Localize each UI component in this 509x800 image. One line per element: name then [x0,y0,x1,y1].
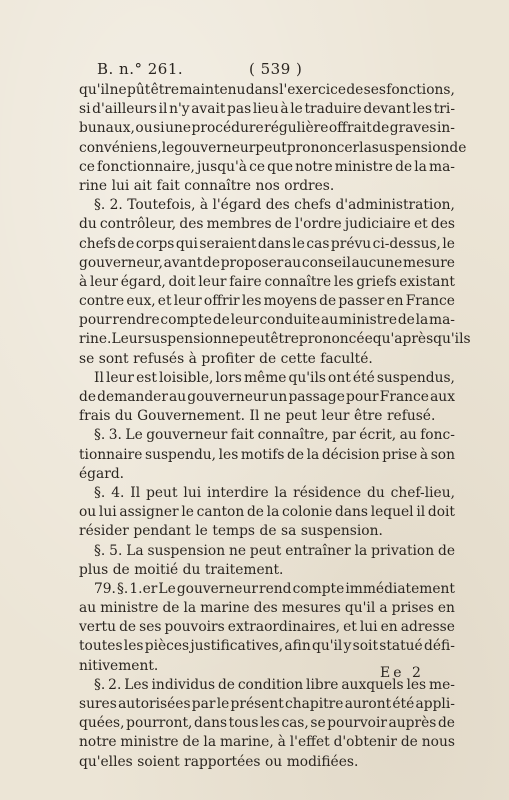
text-line: chefs de corps qui seraient dans le cas prévu ci-dessus, le [79,235,455,252]
text-line: du contrôleur, des membres de l'ordre judiciaire et des [79,216,455,233]
text-line: frais du Gouvernement. Il ne peut leur être refusé. [79,408,436,425]
text-line: §. 4. Il peut lui interdire la résidence du chef-lieu, [94,484,455,501]
text-line: égard. [79,465,125,482]
text-line: Il leur est loisible, lors même qu'ils ont été suspendus, [94,369,455,386]
text-line: rine lui ait fait connaître nos ordres. [79,177,335,194]
text-line: bunaux, ou si une procédure régulière offrait de graves in- [79,120,455,137]
text-line: §. 3. Le gouverneur fait connaître, par écrit, au fonc- [94,427,455,444]
text-line: tionnaire suspendu, les motifs de la décision prise à son [79,446,455,463]
text-line: quées, pourront, dans tous les cas, se pourvoir auprès de [79,715,455,732]
text-line: pour rendre compte de leur conduite au ministre de la ma- [79,312,455,329]
text-line: vertu de ses pouvoirs extraordinaires, et lui en adresse [79,619,455,636]
signature-mark: Ee 2 [380,665,424,681]
text-line: ou lui assigner le canton de la colonie dans lequel il doit [79,504,455,521]
text-line: 79. §. 1.er Le gouverneur rend compte immédiatement [94,580,455,597]
text-line: se sont refusés à profiter de cette faculté. [79,350,373,367]
text-line: §. 5. La suspension ne peut entraîner la privation de [94,542,455,559]
text-line: résider pendant le temps de sa suspension. [79,523,383,540]
text-line: contre eux, et leur offrir les moyens de passer en France [79,293,455,310]
text-line: à leur égard, doit leur faire connaître les griefs existant [79,273,455,290]
text-line: notre ministre de la marine, à l'effet d'obtenir de nous [79,734,455,751]
text-line: §. 2. Les individus de condition libre auxquels les me- [94,676,455,693]
text-line: §. 2. Toutefois, à l'égard des chefs d'administration, [94,197,455,214]
text-line: ce fonctionnaire, jusqu'à ce que notre ministre de la ma- [79,158,455,175]
text-line: convéniens, le gouverneur peut prononcer la suspension de [79,139,467,156]
text-line: plus de moitié du traitement. [79,561,284,578]
text-line: qu'elles soient rapportées ou modifiées. [79,753,359,770]
text-line: rine. Leur suspension ne peut être prononcée qu'après qu'ils [79,331,471,348]
text-line: sures autorisées par le présent chapitre auront été appli- [79,696,455,712]
text-line: de demander au gouverneur un passage pour France aux [79,389,455,405]
page-number: ( 539 ) [249,60,303,78]
text-line: si d'ailleurs il n'y avait pas lieu à le traduire devant les tri- [79,101,455,118]
page-header [97,60,427,80]
text-line: toutes les pièces justificatives, afin qu'il y soit statué défi- [79,638,455,655]
text-line: qu'il ne pût être maintenu dans l'exercice de ses fonctions, [79,82,455,98]
text-line: au ministre de la marine des mesures qu'il a prises en [79,600,455,617]
bulletin-number: B. n.° 261. [97,60,184,78]
text-line: nitivement. [79,657,159,674]
text-line: gouverneur, avant de proposer au conseil aucune mesure [79,254,455,271]
